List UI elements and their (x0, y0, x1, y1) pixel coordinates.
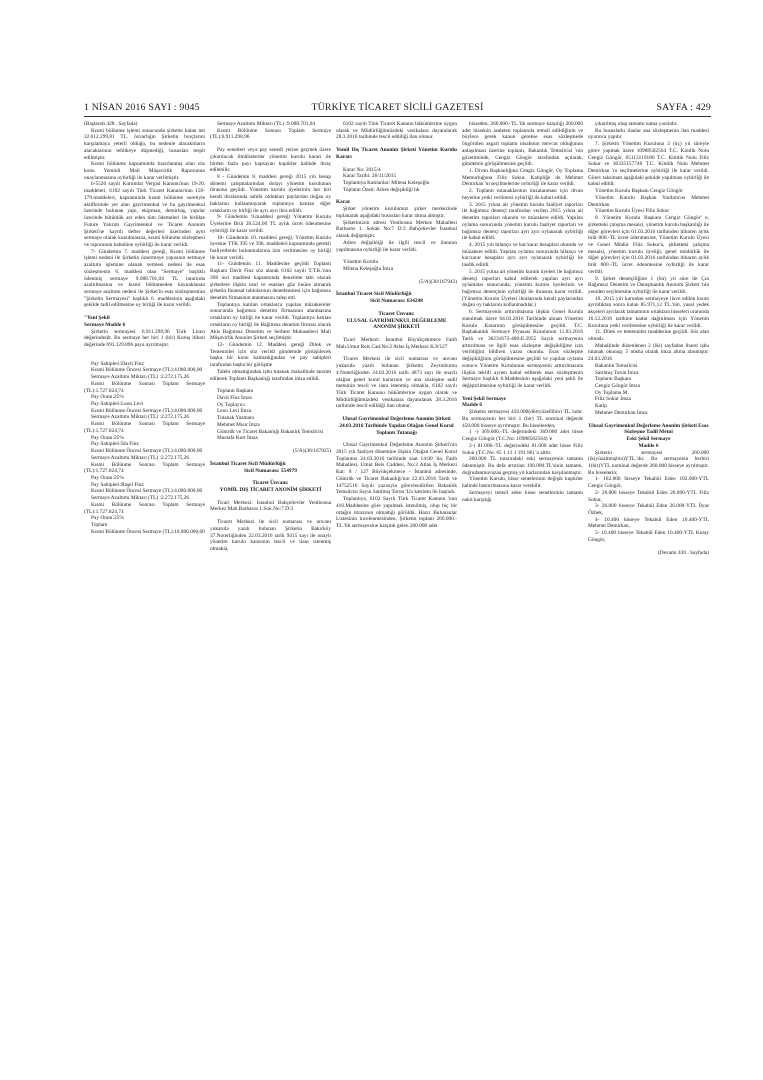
paragraph: Tutanak Yazmanı (217, 415, 255, 422)
paragraph: 2. Toplantı tutanaklarının imzalanması için divan heyetine yetki verilmesi oybirliği ile kabul edildi. (462, 188, 583, 201)
paragraph: Leon Levi İmza (217, 408, 252, 415)
column-4 (462, 121, 583, 1001)
column-5 (588, 121, 709, 1001)
paragraph: Bu hususlarkı ilanlar ana sözleşmenin ilan maddesi uyarınca yapılır. (588, 127, 709, 141)
paragraph: Toplantı Başkanı (595, 376, 632, 383)
column-3 (336, 121, 457, 1001)
paragraph: Toplantıya katılan ortaklarca yapılan müzakereler sonucunda bağımsız denetim firmasının atanmasına ortakların oy birliği ile karar verildi. Toplantıya katılan ortakların oy birliği ile Bağımsız denetim firması olarak Akis Bağımsız Denetim ve Serbest Muhasebeci Mali Müşavirlik Anonim Şirketi seçilmiştir. (210, 301, 331, 342)
header-rule (84, 116, 711, 117)
paragraph: Pay Oranı:25% (91, 394, 124, 401)
paragraph: 1 -) 369.000.-TL değerindeki 369.000 adet hisse Cengiz Göngör (T.C.No: 10988502564) 'e (462, 429, 583, 443)
paragraph: Kısmi Bölünme Sonrası Toplam Sermaye (TL):1.727.824,74 (84, 380, 205, 394)
paragraph: Oy Toplama M. (595, 389, 629, 396)
paragraph: 2-) 81.000.-TL değerindeki 81.000 adet hisse Filiz Sokur (T.C.No: 65 1 13 1 191 86) 'a aittir. (462, 442, 583, 456)
paragraph: Cengiz Göngör İmza (595, 383, 640, 390)
paragraph: Satılmış Torun İmza (595, 369, 639, 376)
paragraph: 2- 26.000 hisseye Tekabül Eden 26.000-YTL Filiz Sokur, (588, 489, 709, 503)
paragraph: Sermaye Azaltımı Miktarı (TL) :2.272.175,26 (91, 374, 190, 381)
paragraph: 6. Sermayenin arttırılmasına ilişkin Genel Kurula sunulmak üzere 04.03.2016 Tarihinde alınan Yönetim Kurulu Kararının görüşülmesine geçildi. T.C. Başbakanlık Sermaye Piyasası Kurulunun 11.03.2016 Tarih ve 36231672-400-E.2955 Sayılı sermayenin arttırılması ve ilgili esas sözleşme değişikliğine izin verildiğini bildiren yazısı okundu. Esas sözleşme değişikliğinin görüşülmesine geçildi ve yapılan oylama sonucu Yönetim Kurulunun sermayenin arttırılmasına ilişkin teklifi aynen kabul edilerek esas sözleşmenin Sermaye başlıklı 6.Maddesinin aşağıdaki yeni şekli ile değiştirilmesine oybirliği ile karar verildi. (462, 309, 583, 390)
paragraph: Kısmi Bölünme Sonrası Toplam Sermaye (TL):1.727.824,74 (84, 421, 205, 434)
paragraph: 8. Yönetim Kurulu Başkanı Cengiz Göngör' e, şirketteki çalışma mesaisi, yönetim kurulu başkanlığı ile diğer görevleri için 01.03.2016 tarihinden itibaren aylık brüt 000.-TL ücret ödenmesine, Yönetim Kurulu Üyesi ve Genel Müdür Filiz Sokur'a, şirketteki çalışma mesaisi, yönetim kurulu üyeliği, genel müdürlük ile diğer görevleri için 01.03.2016 tarihinden itibaren aylık brüt 000.-TL ücret ödenmesine oybirliği ile karar verildi. (588, 215, 709, 275)
paragraph: Ulusal Gayrimenkul Değerleme Anonim Şirketi'nin 2015 yılı faaliyet dönemine ilişkin Olağan Genel Kurul Toplantısı 24.03.2016 tarihinde saat 14:00 'da, Fatih Mahallesi, Umut Reis Caddesi, No:2 Atlas İş Merkezi Kat: 8 / 127 Büyükçekmece - İstanbul adresinde, Gümrük ve Ticaret Bakanlığı'nın 22.03.2016 Tarih ve 14752516 Sayılı yazısıyla görevlendirilen Bakanlık Temsilcisi Sayın Satılmış Torun 'Un katılımı ile başladı. (336, 442, 457, 496)
paragraph: 3- 26.000 hisseye Tekabül Eden 26.000-YTL İlyas Özbek, (588, 503, 709, 516)
paragraph: Sermaye Azaltımı Miktarı (TL) :2.272.175,26 (91, 414, 190, 421)
paragraph: 1- 182.000 hisseye Tekabül Eden 182.000-YTL Cengiz Göngör, (588, 476, 709, 490)
paragraph: 4. 2015 yılı bilanço ve kar/zarar hesapları okundu ve müzakere edildi. Yapılan oylama sonucunda bilanço ve kar/zarar hesapları ayrı ayrı oylanarak oybirliği ile tasdik edildi. (462, 241, 583, 269)
section-heading: Sicil Numarası: 634248 (370, 298, 423, 305)
paragraph: 4- 10.400 hisseye Tekabül Eden 10.400-YTL Mehmet Demirkan, (588, 516, 709, 530)
paragraph: Kısmi Bölünme Öncesi Sermaye (TL):4.000.000,00 (91, 448, 203, 455)
paragraph: 260.000 TL tutarındaki eski sermayenin tamamı ödenmiştir. Bu defa artırılan 190.000.TL'sinin tamamı, doğrudanmuvazaa geçmiş yıl karlarından karşılanmıştır. (462, 456, 583, 476)
paragraph: (Başlarıdı 428 . Sayfada) (84, 121, 138, 127)
paragraph: Kısmi bölünme işlemi sonucunda şirkette kalan net 32.612.299,81 TL. özvarlığın Şirketin borçlarını karşılamaya yeterli olduğu, bu nedenle alacaklıların alacaklarının tehlikeye düşmediği, hususları tespit edilmiştir. (84, 127, 205, 161)
paragraph: Pay Sahipleri:İda Finz (91, 441, 139, 448)
paragraph: Şirket yönetim kurulumuz şirket merkezinde toplanarak aşağıdaki hususları karar altına almıştır. (336, 206, 457, 219)
paragraph: Toplam (91, 521, 108, 528)
paragraph: 11. Dilek ve temenniler maddesine geçildi. Söz alan olmadı. (588, 329, 709, 342)
column-2 (210, 121, 331, 1001)
paragraph: Kısmi Bölünme Sonrası Toplam Sermaye (TL):6.911.298,96 (210, 127, 331, 141)
paragraph: Toplantı Başkanı (217, 388, 254, 395)
paragraph: 9- Gündemin 9.maddesi gereği Yönetim Kurulu Üyelerine Brüt 26.524,00 TL aylık ücret ödenmesine oybirliği ile karar verildi. (210, 214, 331, 234)
section-heading: Yomil Dış Ticaret Anonim Şirketi Yönetim Kurulu Kararı (336, 147, 457, 160)
paragraph: Sermaye Azaltımı Miktarı (TL) :2.272.175,26 (91, 495, 190, 502)
paragraph: 6102 sayılı Türk Ticaret Kanunu hükümlerine uygun olarak ve Müdürlüğümüzdeki vesikalara dayanılarak 28.3.2016 tarihinde tescil edildiği ilan olunur. (336, 121, 457, 141)
paragraph: Şirketin sermayesi 6.911.298,96 Türk Lirası değerindedir. Bu sermaye her biri 1 (bir) Kuruş itibari değerinde 691.129.896 paya ayrılmıştır. (84, 328, 205, 348)
paragraph: (5/A)(30/167943) (419, 278, 457, 285)
paragraph: Ticaret Merkezi ile sicil numarası ve unvanı yukarıda yazılı bulunan Şirketin Bakırköy 37.Noterliğinden 22.03.2016 tarih 9415 sayı ile onaylı yönetim kurulu kararının tescil ve ilanı istenmiş olmakla, (210, 519, 331, 552)
paragraph: 9. Şirket denetçiliğine 1 (bir) yıl süre ile Çın Bağımsız Denetim ve Danışmanlık Anonim Şirketi 'nin yeniden seçilmesine oybirliği ile karar verildi. (588, 275, 709, 295)
paragraph: Şirketimizin adresi Yenibosna Merkez Mahallesi Barbaros 1. Sokak No:7 D:3 Bahçelievler İstanbul olarak değişmiştir. (336, 219, 457, 240)
paragraph: Pay Oranı:25% (91, 515, 124, 522)
paragraph: Kısmi Bölünme Öncesi Sermaye (TL):4.000.000,00 (91, 367, 203, 374)
section-heading: Eski Şekil Sermaye (626, 436, 671, 443)
section-heading: Yeni Şekil Sermaye (462, 395, 506, 402)
paragraph: Katip (595, 403, 607, 410)
section-heading: Ulusal Gayrimenkul Değerleme Anonim Şirketi 24.03.2016 Tarihinde Yapılan Olağan Genel Kurul Toplantı Tutanağı (339, 416, 454, 436)
paragraph: Adres değişikliği ile ilgili tescil ve ilanının yapılmasına oybirliği ile karar verildi. (336, 239, 457, 253)
section-heading: ULUSAL GAYRİMENKUL DEĞERLEME ANONİM ŞİRKETİ (346, 317, 447, 331)
section-heading: Madde 6 (638, 442, 659, 449)
paragraph: Ticari Merkezi: İstanbul Büyükçekmece Fatih Mah.Umut Reis Cad.No:2 Atlas İş Merkezi K.8/127 (336, 336, 457, 350)
paragraph: Filiz Sokur İmza (595, 396, 631, 403)
paragraph: 12- Gündemin 12. Maddesi gereği Dilek ve Temenniler için söz verildi gündemde görüşülecek başka bir konu kalmadığından ve pay sahipleri tarafından başka bir görüşme (210, 342, 331, 369)
paragraph: Pay Oranı:25% (91, 474, 124, 481)
paragraph: Pay Oranı:25% (91, 434, 124, 441)
section-heading: Sicil Numarası: 554979 (244, 467, 297, 474)
section-heading: İstanbul Ticaret Sicil Müdürlüğü (210, 460, 286, 467)
paragraph: Karar No: 2015/4 (343, 166, 381, 173)
paragraph: Pay Sahipleri:Davit Finz (91, 360, 144, 367)
paragraph: Oy Toplayıcı (217, 401, 245, 408)
paragraph: Karar Tarihi: 26/11/2015 (343, 173, 397, 180)
paragraph: Sermaye Azaltımı Miktarı (TL) :2.272.175,26 (91, 454, 190, 461)
paragraph: Pay Sahipleri:Raşel Finz (91, 481, 144, 488)
paragraph: 7. Şirketin Yönetim Kuruluna 3 (üç) yıl süreyle görev yapmak üzere 10988502564 T.C. Kimlik Nolu Cengiz Göngör, 65113119186 T.C. Kimlik Nolu Filiz Sokur ve 30335157740 T.C. Kimlik Nolu Mehmet Demirkan 'ın seçilmelerine oybirliği ile karar verildi. Görev taksimatı aşağıdaki şekilde yapılması oybirliği ile kabul edildi; (588, 141, 709, 188)
section-heading: Ticaret Ünvanı: (252, 480, 289, 487)
paragraph: Davit Finz İmza (217, 395, 252, 402)
paragraph: Yönetim Kurulu, hisse senetlerinin değişik kupürler halinde bastırılmasına karar verebilir. (462, 476, 583, 490)
paragraph: Bakanlık Temsilcisi (595, 362, 638, 369)
paragraph: Kısmi Bölünme Öncesi Sermaye (TL):4.000.000,00 (91, 407, 203, 414)
paragraph: Yönetim Kurulu Başkan Yardımcısı Mehmet Demirkan (588, 194, 709, 208)
paragraph: Sermayeyi temsil eden hisse senetlerinin tamamı nakit karşılığı (462, 489, 583, 503)
paragraph: 10. 2015 yılı karından sermayeye ilave edilen kısım ayrıldıktan sonra kalan 85.971,12 TL.'nin, yasal yedek akçeleri ayrılarak tamamının ortaklara hisseleri oranında 16.12.2016 tarihine kadar dağıtılması için Yönetim Kuruluna yetki verilmesine oybirliği ile karar verildi. (588, 295, 709, 329)
paragraph: Kısmi Bölünme Sonrası Toplam Sermaye (TL):1.727.824,74 (84, 461, 205, 475)
paragraph: Mustafa Kurt İmza (217, 435, 258, 442)
paragraph: Toplantıya, 6102 Sayılı Türk Ticaret Kanunu 'nun 416.Maddesine göre yapılmak istenilmiş, olup hiç bir ortağın itirazının olmadığı görüldü. Hazır Bulunanlar Listesinin incelenmesinden, Şirketin toplam 260.000.-TL.'lik sermayesine karşılık gelen 260.000 adet (336, 496, 457, 529)
section-heading: Ulusal Gayrimenkul Değerleme Anonim Şirketi Esas Sözleşme Tadil Metni (588, 422, 709, 436)
paragraph: Pay senetleri veya pay senedi yerine geçmek üzere çıkarılacak ilmühaberler yönetim kurulu kararı ile birden fazla payı kapsayan kupürler halinde ihraç edilebilir. (210, 147, 331, 174)
paragraph: Kısmi bölünme kapsamında hazırlanmış olan söz konu Yeminli Mali Müşavirlik Raporunun onaylanmasına oybirliği ile karar verilmiştir. (84, 161, 205, 181)
paragraph: çıkarılmış olup tamamı nama yazılıdır. (595, 121, 678, 127)
paragraph: b-5520 sayılı Kurumlar Vergisi Kanunu'nun 19-20. maddeleri, 6102 sayılı Türk Ticaret Kanunu'nun 159-179.maddeleri, kapsamında kısmi bölünme suretiyle aktiflerinde yer alan gayrimenkul ve bu gayrimenkul üzerinde bulunan yapı, ekipman, demirbaş, yapılar üzerinde bütünlük arz eden tüm ödemeleri ile birlikte Future Yatırım Gayrimenkul ve Ticaret Anonim Şirketi'ne kayıtlı defter değerleri üzerinden ayni sermaye olarak konulmasına, kısmi bölünme sözleşmesi ve raporunun kabulüne oybirliği ile karar verildi. (84, 181, 205, 248)
paragraph: Mehmet Mısır İmza (217, 421, 260, 428)
text-columns (84, 121, 711, 1001)
issue-date-number: 1 NİSAN 2016 SAYI : 9045 (84, 102, 200, 113)
paragraph: 8 - Gündemin 8. maddesi gereği 2015 yılı hesap dönemi çalışmalarından dolayı yönetim kurulunun ibrasına geçildi. Yönetim kurulu üyelerinin her biri kendi ibralarında sahibi oldukları paylardan doğan oy haklarını kullanmayarak toplantıya katılan diğer ortakların oy birliği ile ayrı ayrı ibra edildi. (210, 174, 331, 214)
paragraph: Mahallinde düzenlenen 2 (iki) sayfadan ibaret işbu tutanak okunup, 5 nüsha olarak imza altına alınmıştır. 24.03.2016 (588, 342, 709, 363)
paragraph: Toplantı Özeti: Adres değişikliği hk (343, 186, 420, 193)
paragraph: Kısmi Bölünme Öncesi Sermaye (TL):4.000.000,00 (91, 488, 203, 495)
column-1 (84, 121, 205, 1001)
paragraph: Ticaret Merkezi ile sicil numarası ve unvanı yukarıda yazılı bulunan Şirketin Zeytinburnu 4.Noterliğinden 24.03.2016 tarih 4873 sayı ile onaylı olağan genel kurul kararının ve ana sözleşme tadil metninin tescil ve ilanı istenmiş olmakla, 6102 sayılı Türk Ticaret Kanunu hükümlerine uygun olarak ve Müdürlüğümüzdeki vesikalara dayanılarak 28.3.2016 tarihinde tescil edildiği ilan olunur. (336, 356, 457, 410)
paragraph: Şirketin sermayesi 260.000 (ikiyüzaltmışbin)YTL.'dır. Bu sermayenin herbiri 1(bir)YTL nominal değerde 260.000 hisseye ayrılmıştır. Bu hisselerin; (588, 449, 709, 476)
paragraph: Mehmet Demirkan İmza (595, 409, 648, 416)
paragraph: Sermaye Azaltımı Miktarı (TL) :9.088.701,04 (217, 121, 316, 127)
paragraph: Milena Keleşoğlu İmza (343, 265, 394, 272)
paragraph: Kısmi Bölünme Sonrası Toplam Sermaye (TL):1.727.824,74 (84, 501, 205, 515)
paragraph: 7- Gündemin 7. maddesi gereği, Kısmi bölünme işlemi nedeni ile Şirketin özsermaye yapısının sermaye azaltımı işlemine olanak vermesi nedeni ile esas sözleşmenin 6. maddesi olan "Sermaye" başlıklı ödenmiş sermaye 9.088.701,04 TL tutarında azaltılmasına ve kısmi bölünmeden kaynaklanan sermaye azaltımı nedeni ile Şirket'in esas sözleşmesinin "Şirketin Sermayesi" başlıklı 6. maddesinin aşağıdaki şekilde tadil edilmesine oy birliği ile karar verildi. (84, 248, 205, 309)
paragraph: 10- Gündemin 10. maddesi gereği, Yönetim Kurulu üyesine TTK 395 ve 396. maddeleri kapsamında gerekli faaliyetlerde bulunmalarına izin verilmesine oy birliği ile karar verildi. (210, 234, 331, 261)
paragraph: Şirketin sermayesi 450.000(dörtyüzellibin) TL.'sıdır. Bu sermayenin her biri 1 (bir) TL nominal değerde 450.000 hisseye ayrılmıştır. Bu hisselerden, (462, 409, 583, 429)
paragraph: 1. Divan Başkanlığına Cengiz Göngör, Oy Toplama Memurluğuna Filiz Sokur, Katipliğe de Mehmet Demirkan 'ın seçilmelerine oybirliği ile karar verildi. (462, 168, 583, 188)
paragraph: Yönetim Kurulu Üyesi Filiz Sokur (595, 208, 670, 215)
paragraph: Yönetim Kurulu (343, 259, 379, 266)
paragraph: Kısmi Bölünme Öncesi Sermaye (TL):16.000.000,00 (91, 528, 205, 535)
paragraph: Gümrük ve Ticaret Bakanlığı Bakanlık Temsilcisi (217, 428, 324, 435)
page-header (84, 100, 711, 116)
paragraph: hisseden, 260.000.-TL.'lik sermaye karşılığı 260.000 adet hissenin asaleten toplantıda temsil edildiğinin ve böylece gerek kanun gerekse esas sözleşmede öngörülen asgari toplantı nisabının mevcut olduğunun anlaşılması üzerine toplantı, Bakanlık Temsilcisi 'nin gözetiminde, Cengiz Göngör tarafından açılarak, gündemin görüşülmesine geçildi. (462, 121, 583, 168)
paragraph: 5- 10.400 hisseye Tekabül Eden 10.400-YTL Kutay Göngör, (588, 530, 709, 543)
section-heading: Madde 6 (462, 402, 483, 409)
paragraph: Toplantıya Katılanlar: Milena Keleşoğlu (343, 180, 430, 187)
paragraph: 3. 2015 yılına ait yönetim kurulu faaliyet raporları ile bağımsız denetçi tarafından verilen 2015 yılına ait denetim raporları okundu ve müzakere edildi. Yapılan oylama sonucunda yönetim kurulu faaliyet raporları ve bağımsız denetçi raporları ayrı ayrı oylanarak oybirliği ile kabul edildi. (462, 201, 583, 242)
section-heading: Karar (336, 199, 351, 206)
section-heading: YOMİL DIŞ TİCARET ANONİM ŞİRKETİ (219, 486, 322, 493)
paragraph: 5. 2015 yılına ait yönetim kurulu üyeleri ile bağımsız denetçi raporları kabul edilerek yapılan ayrı ayrı oylamalar sonucunda, yönetim kurulu üyelerinin ve bağımsız denetçinin oybirliği ile ibrasına karar verildi. (Yönetim Kurulu Üyeleri ibralarında kendi paylarından doğan oy haklarını kullanmadılar.) (462, 268, 583, 309)
paragraph: (5/A)(30/167825) (293, 448, 331, 455)
section-heading: Sermaye Madde 6 (84, 321, 126, 328)
paragraph: (Devamı 430 . Sayfada) (657, 549, 709, 556)
paragraph: Pay Sahipleri:Leon Levi (91, 401, 144, 408)
gazette-title: TÜRKİYE TİCARET SİCİLİ GAZETESİ (311, 102, 484, 113)
paragraph: Talebi olmadığından işbu tutanak mahallinde tanzim edilerek Toplantı Başkanlığı tarafından imza edildi. (210, 368, 331, 382)
section-heading: Ticaret Ünvanı: (378, 310, 415, 317)
paragraph: Yönetim Kurulu Başkanı Cengiz Göngör (595, 188, 683, 195)
section-heading: "Yeni Şekil (84, 315, 110, 322)
paragraph: 11- Gündemin 11. Maddesine geçildi Toplantı Başkanı Davit Finz söz alarak 6102 sayılı T.T.K.'nun 398 inci maddesi kapsamında denetime tabi olacak şirketlere ilişkin usul ve esasları göz önüne alınarak şirketin finansal tablolarının denetlenmesi için bağımsız denetim firmasının atanmasını talep etti. (210, 261, 331, 301)
section-heading: İstanbul Ticaret Sicil Müdürlüğü (336, 291, 412, 298)
page-number: SAYFA : 429 (656, 102, 711, 113)
paragraph: Ticari Merkezi: İstanbul Bahçelievler Yenibosna Merkez Mah.Barbaros 1.Sok.No:7 D:3 (210, 499, 331, 513)
